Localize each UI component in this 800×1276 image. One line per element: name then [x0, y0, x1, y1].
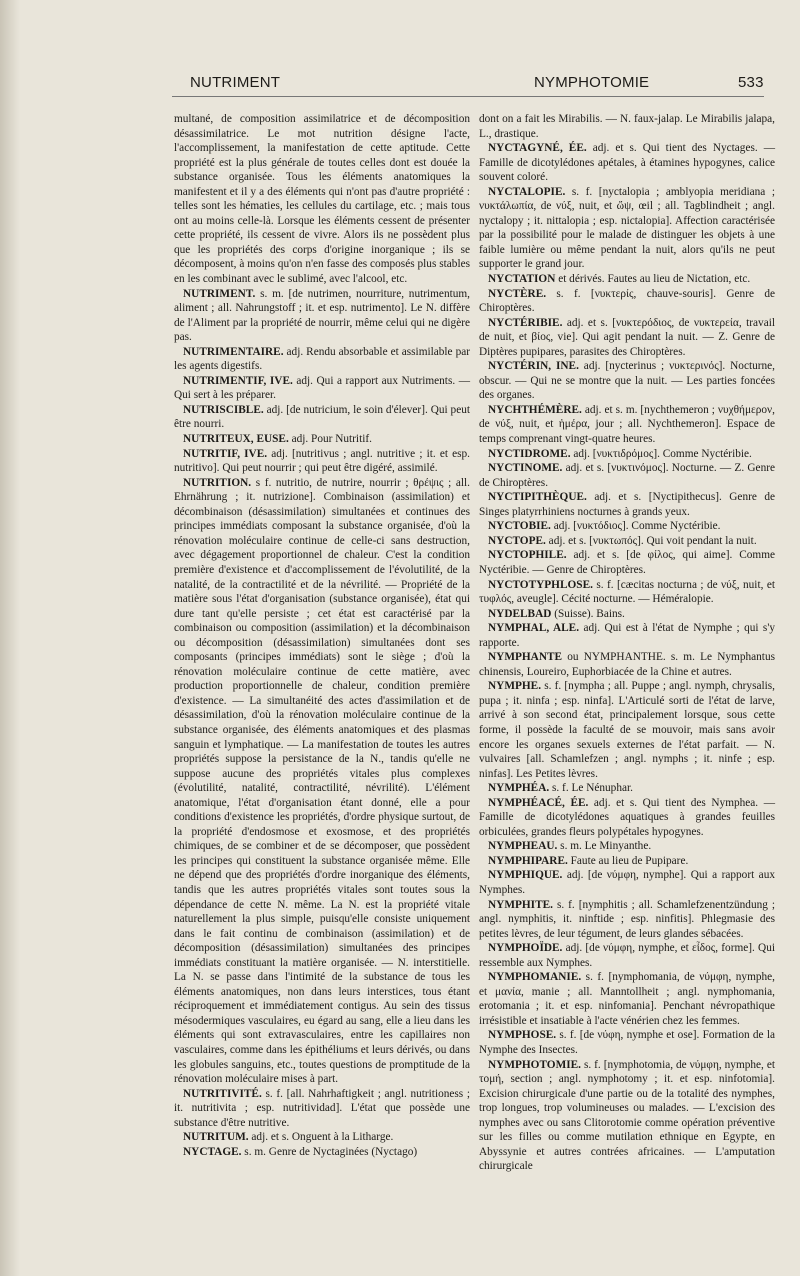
entry-text: adj. et s. Qui tient des Nymphea. — Famille de dicotylédones aquatiques à grandes feuilles orbiculées, grandes fleurs polypétales hypogynes. [479, 796, 775, 838]
dictionary-entry [479, 679, 775, 781]
dictionary-entry [174, 112, 470, 287]
entry-text: adj. et s. Qui tient des Nyctages. — Famille de dicotylédones apétales, à étamines hypogynes, calice souvent coloré. [479, 142, 775, 184]
dictionary-entry [479, 461, 775, 490]
entry-headword: NUTRIMENT. [183, 287, 256, 300]
dictionary-entry [479, 1058, 775, 1174]
entry-headword: NYMPHOÏDE. [488, 942, 563, 955]
entry-text: adj. Rendu absorbable et assimilable par les agents digestifs. [174, 345, 470, 373]
entry-headword: NYMPHIPARE. [488, 854, 568, 867]
dictionary-entry [174, 432, 470, 447]
entry-text: adj. [nutritivus ; angl. nutritive ; it. et esp. nutritivo]. Qui peut nourrir ; qui peut être digéré, assimilé. [174, 447, 471, 475]
dictionary-entry [479, 578, 775, 607]
entry-text: s. f. Le Nénuphar. [549, 782, 633, 795]
dictionary-entry [174, 1087, 470, 1131]
dictionary-entry [479, 447, 775, 462]
entry-text: adj. [de νύμφη, nymphe]. Qui a rapport aux Nymphes. [479, 869, 775, 896]
entry-headword: NYCTÉRIN, INE. [488, 360, 579, 373]
entry-text: adj. [νυκτιδρόμος]. Comme Nyctéribie. [570, 447, 752, 460]
entry-headword: NYMPHOMANIE. [488, 971, 582, 984]
entry-text: et dérivés. Fautes au lieu de Nictation, etc. [555, 273, 751, 286]
dictionary-entry [479, 854, 775, 869]
dictionary-entry [479, 359, 775, 403]
entry-text: s. f. [νυκτερίς, chauve-souris]. Genre de Chiroptères. [479, 287, 775, 315]
entry-headword: NUTRIMENTIF, IVE. [183, 374, 293, 387]
dictionary-entry [479, 403, 775, 447]
entry-headword: NYCTÈRE. [488, 287, 547, 300]
entry-text: adj. et s. Onguent à la Litharge. [248, 1131, 394, 1144]
entry-headword: NUTRIMENTAIRE. [183, 345, 284, 358]
entry-text: s. f. [de νύφη, nymphe et ose]. Formation de la Nymphe des Insectes. [479, 1029, 775, 1056]
dictionary-entry [479, 185, 775, 272]
entry-text: s. f. [nymphotomia, de νύμφη, nymphe, et τομή, section ; angl. nymphotomy ; it. et esp. ninfotomia]. Excision chirurgicale d'une partie ou de la totalité des nymphes, trop longues, trop volumineuses ou malades. — L'excision des nymphes avec ou sans Clitorotomie comme opération préventive sur les filles ou comme mutilation ethnique en Egypte, en Abyssynie et autres contrées africaines. — L'amputation chirurgicale [479, 1058, 775, 1173]
entry-text: adj. et s. m. [nychthemeron ; νυχθήμερον, de νύξ, nuit, et ἡμέρα, jour ; all. Nychthemeron]. Espace de temps comprenant vingt-quatre heures. [479, 403, 775, 446]
dictionary-entry [479, 287, 775, 316]
entry-headword: NUTRITUM. [183, 1131, 249, 1144]
dictionary-entry [174, 345, 470, 374]
entry-headword: NUTRITEUX, EUSE. [183, 433, 289, 446]
entry-text: adj. et s. [de φίλος, qui aime]. Comme Nyctéribie. — Genre de Chiroptères. [479, 549, 775, 576]
dictionary-entry [479, 490, 775, 519]
entry-text: adj. [νυκτόδιος]. Comme Nyctéribie. [550, 520, 721, 533]
dictionary-entry [174, 447, 470, 476]
entry-headword: NYCTÉRIBIE. [488, 316, 563, 329]
entry-headword: NYMPHÉACÉ, ÉE. [488, 796, 589, 809]
entry-text: ou NYMPHANTHE. s. m. Le Nymphantus chinensis, Loureiro, Euphorbiacée de la Chine et autres. [479, 651, 775, 678]
binding-shadow [0, 0, 20, 1276]
entry-headword: NUTRITIVITÉ. [183, 1087, 262, 1100]
dictionary-entry [479, 534, 775, 549]
entry-headword: NYCTOPHILE. [488, 549, 567, 562]
dictionary-entry [479, 1028, 775, 1057]
left-column [174, 112, 470, 1159]
dictionary-entry [174, 287, 470, 345]
dictionary-entry [479, 839, 775, 854]
header-rule [172, 96, 764, 97]
entry-headword: NYCTALOPIE. [488, 185, 566, 198]
dictionary-entry [479, 650, 775, 679]
dictionary-entry [479, 796, 775, 840]
entry-text: dont on a fait les Mirabilis. — N. faux-jalap. Le Mirabilis jalapa, L., drastique. [479, 113, 775, 140]
entry-headword: NYMPHAL, ALE. [488, 622, 580, 635]
dictionary-entry [479, 112, 775, 141]
entry-headword: NYMPHOSE. [488, 1029, 557, 1042]
entry-headword: NYMPHANTE [488, 651, 563, 664]
entry-headword: NYMPHÉA. [488, 782, 550, 795]
entry-headword: NYCTAGE. [183, 1145, 242, 1158]
entry-text: multané, de composition assimilatrice et de décomposition désassimilatrice. Le mot nutrition désigne l'acte, l'accomplissement, la manifestation de cette aptitude. Cette propriété est la plus générale de toutes celles dont est douée la substance organisée. Tous les éléments anatomiques la manifestent et il y a des éléments qui n'ont pas d'autre propriété : telles sont les hématies, les cellules du cartilage, etc. ; mais tous ont au moins celle-là. Lorsque les éléments cessent de présenter cette propriété, ils cessent de vivre. Alors ils ne possèdent plus que les propriétés des corps d'origine inorganique ; ils se décomposent, à moins qu'on n'en fasse des composés plus stables en les combinant avec le sublimé, avec l'alcool, etc. [174, 113, 470, 286]
entry-text: adj. [nycterinus ; νυκτερινός]. Nocturne, obscur. — Qui ne se montre que la nuit. — Les parties foncées des organes. [479, 360, 776, 402]
dictionary-entry [174, 403, 470, 432]
entry-text: s. f. [nympha ; all. Puppe ; angl. nymph, chrysalis, pupa ; it. ninfa ; esp. ninfa]. L'Articulé sorti de l'état de larve, arrivé à son second état, principalement lorsque, sous cette forme, il possède la faculté de se mouvoir, mais sans avoir encore les organes sexuels externes de l'état parfait. — N. vulvaires [all. Schamlefzen ; angl. nymphs ; it. ninfe ; esp. ninfas]. Les Petites lèvres. [479, 680, 775, 780]
entry-headword: NYMPHEAU. [488, 840, 558, 853]
entry-text: s. f. [nymphitis ; all. Schamlefzenentzündung ; angl. nymphitis, it. ninftide ; esp. ninfitis]. Phlegmasie des petites lèvres, de leur tégument, de leurs glandes sébacées. [479, 898, 775, 940]
entry-text: s. f. [all. Nahrhaftigkeit ; angl. nutritioness ; it. nutritivita ; esp. nutritividad]. L'état que possède une substance d'être nutritive. [174, 1087, 470, 1129]
entry-headword: NYCTOPE. [488, 534, 546, 547]
entry-text: adj. Pour Nutritif. [288, 433, 372, 446]
dictionary-entry [479, 781, 775, 796]
header-left-guide-word: NUTRIMENT [190, 74, 281, 91]
dictionary-entry [479, 607, 775, 622]
entry-text: s. f. [nymphomania, de νύμφη, nymphe, et μανία, manie ; all. Manntollheit ; angl. nymphomania, erotomania ; it. et esp. ninfomania]. Penchant névropathique irrésistible et insatiable à l'acte vénérien chez les femmes. [479, 971, 775, 1027]
dictionary-entry [479, 868, 775, 897]
entry-headword: NUTRITIF, IVE. [183, 447, 268, 460]
entry-headword: NYCTATION [488, 273, 556, 286]
entry-headword: NYMPHOTOMIE. [488, 1058, 581, 1071]
dictionary-entry [174, 374, 470, 403]
entry-text: adj. Qui est à l'état de Nymphe ; qui s'y rapporte. [479, 622, 776, 649]
entry-headword: NYCTIDROME. [488, 447, 571, 460]
entry-text: adj. et s. [νυκτερόδιος, de νυκτερεία, travail de nuit, et βίος, vie]. Qui agit pendant la nuit. — Z. Genre de Diptères pupipares, parasites des Chiroptères. [479, 316, 775, 358]
entry-text: s. f. [nyctalopia ; amblyopia meridiana ; νυκτάλωπία, de νύξ, nuit, et ὤψ, œil ; all. Tagblindheit ; angl. nyctalopy ; it. nittalopia ; esp. nictalopia]. Affection caractérisée par la possibilité pour le malade de distinguer les objets à une faible lumière ou même pendant la nuit, alors qu'ils ne peut supporter le grand jour. [479, 185, 775, 271]
entry-text: s f. nutritio, de nutrire, nourrir ; θρέψις ; all. Ehrnährung ; it. nutrizione]. Combinaison (assimilation) et décombinaison (désassimilation) simultanées et continues des principes immédiats composant la substance organisée, d'où la rénovation moléculaire continue de celle-ci sans destruction, avec dégagement proportionnel de chaleur. C'est la condition première d'existence et d'accomplissement de l'évolutilité, de la natalité, de la contractilité et de la névrilité. — Propriété de la matière sous l'état d'organisation (substance organisée), état qui dure tant qu'elle persiste ; cet état est caractérisé par la combinaison ou composition (assimilation) et la décombinaison ou décomposition (désassimilation) simultanées dont ses composants (principes immédiats) sont le siège ; d'où la rénovation moléculaire continue de cette matière, avec production proportionnelle de chaleur, condition première d'existence. — La simultanéité des actes d'assimilation et de désassimilation, d'où la rénovation moléculaire continue de la substance organisée, des éléments anatomiques et des plasmas sanguin et lymphatique. — La manifestation de toutes les autres propriétés suppose la persistance de la N., tandis qu'elle ne suppose aucune des propriétés vitales plus complexes (évolutilité, natalité, contractilité, névrilité). L'élément anatomique, l'état d'organisation étant donné, elle a pour conditions d'existence les propriétés, d'ordre physique surtout, de la propriété d'endosmose et exosmose, et des propriétés chimiques, de se combiner et de se décomposer, que possèdent les principes qui constituent la substance organisée même. Elle ne dépend que des propriétés d'ordre inorganique des éléments, tandis que les autres propriétés vitales sont toutes sous la dépendance de cette N. même. La N. est la propriété vitale naturellement la plus simple, puisqu'elle consiste uniquement dans le fait continu de combinaison (assimilation) et de décomposition (désassimilation) simultanées des principes immédiats constituant la matière organisée. — N. interstitielle. La N. se passe dans l'intimité de la substance de tous les éléments anatomiques, non dans leurs interstices, tous étant réciproquement et immédiatement contigus. Au sein des tissus mésodermiques vasculaires, eu égard au sang, elle a lieu dans les éléments qui sont extravasculaires, entre les capillaires non vasculaires, comme dans les épithéliums et leurs dérivés, ou dans les globules sanguins, etc., toutes questions de promptitude de la rénovation moléculaire mises à part. [174, 476, 470, 1086]
dictionary-entry [479, 316, 775, 360]
entry-headword: NYCTOTYPHLOSE. [488, 578, 593, 591]
entry-headword: NYMPHIQUE. [488, 869, 563, 882]
dictionary-entry [479, 941, 775, 970]
dictionary-entry [479, 970, 775, 1028]
right-column [479, 112, 775, 1174]
entry-headword: NYCHTHÉMÈRE. [488, 403, 582, 416]
entry-headword: NYCTAGYNÉ, ÉE. [488, 142, 587, 155]
running-header [0, 74, 800, 94]
dictionary-entry [174, 1145, 470, 1160]
entry-headword: NYDELBAD [488, 607, 552, 620]
dictionary-entry [479, 519, 775, 534]
entry-headword: NYCTOBIE. [488, 520, 551, 533]
page-number: 533 [738, 74, 764, 91]
entry-headword: NUTRISCIBLE. [183, 403, 264, 416]
entry-headword: NYMPHE. [488, 680, 542, 693]
header-right-guide-word: NYMPHOTOMIE [534, 74, 650, 91]
entry-text: adj. et s. [νυκτινόμος]. Nocturne. — Z. Genre de Chiroptères. [479, 462, 775, 489]
dictionary-entry [174, 1130, 470, 1145]
entry-text: (Suisse). Bains. [551, 607, 625, 620]
entry-text: adj. et s. [Nyctipithecus]. Genre de Singes platyrrhiniens nocturnes à grands yeux. [479, 491, 775, 518]
entry-text: adj. [de νύμφη, nymphe, et εἶδος, forme]. Qui ressemble aux Nymphes. [479, 942, 775, 969]
dictionary-entry [479, 548, 775, 577]
dictionary-entry [174, 476, 470, 1087]
entry-text: Faute au lieu de Pupipare. [567, 854, 689, 867]
entry-headword: NYMPHITE. [488, 898, 553, 911]
entry-headword: NYCTINOME. [488, 462, 563, 475]
dictionary-entry [479, 898, 775, 942]
entry-text: adj. et s. [νυκτωπός]. Qui voit pendant la nuit. [545, 534, 757, 547]
entry-text: adj. [de nutricium, le soin d'élever]. Qui peut être nourri. [174, 403, 470, 431]
entry-text: adj. Qui a rapport aux Nutriments. — Qui sert à les préparer. [174, 374, 470, 402]
entry-text: s. m. [de nutrimen, nourriture, nutrimentum, aliment ; all. Nahrungstoff ; it. et esp. nutrimento]. Le N. diffère de l'Aliment par la propriété de nourrir, même celui qui ne digère pas. [174, 287, 470, 344]
entry-text: s. f. [cæcitas nocturna ; de νύξ, nuit, et τυφλός, aveugle]. Cécité nocturne. — Héméralopie. [479, 578, 775, 606]
dictionary-entry [479, 141, 775, 185]
entry-text: s. m. Le Minyanthe. [557, 840, 652, 853]
dictionary-entry [479, 272, 775, 287]
entry-text: s. m. Genre de Nyctaginées (Nyctago) [241, 1145, 418, 1158]
entry-headword: NYCTIPITHÈQUE. [488, 491, 587, 504]
dictionary-entry [479, 621, 775, 650]
entry-headword: NUTRITION. [183, 476, 252, 489]
